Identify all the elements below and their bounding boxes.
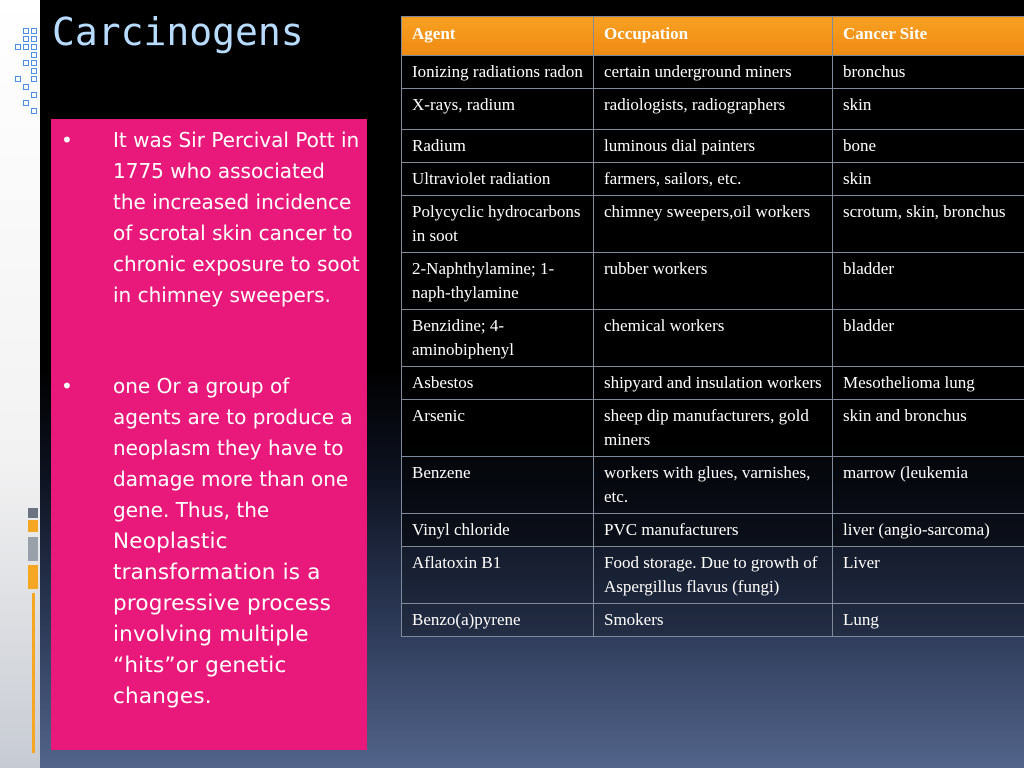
table-row — [402, 310, 1024, 367]
table-row — [402, 514, 1024, 547]
cell-occupation: farmers, sailors, etc. — [594, 163, 833, 196]
header-cancer-site: Cancer Site — [833, 17, 1024, 56]
carcinogen-table — [401, 16, 1024, 637]
cell-site: skin — [833, 163, 1024, 196]
table-row — [402, 457, 1024, 514]
cell-agent: X-rays, radium — [402, 89, 594, 130]
table-row — [402, 547, 1024, 604]
cell-occupation: sheep dip manufacturers, gold miners — [594, 400, 833, 457]
cell-occupation: rubber workers — [594, 253, 833, 310]
cell-occupation: workers with glues, varnishes, etc. — [594, 457, 833, 514]
bullet-marker: • — [61, 128, 73, 152]
cell-site: Liver — [833, 547, 1024, 604]
bullet-2-text — [113, 371, 363, 712]
cell-agent: Ultraviolet radiation — [402, 163, 594, 196]
deco-block-gray — [28, 508, 38, 518]
cell-occupation: radiologists, radiographers — [594, 89, 833, 130]
cell-agent: Radium — [402, 130, 594, 163]
table-row — [402, 400, 1024, 457]
table-row — [402, 130, 1024, 163]
table-row — [402, 56, 1024, 89]
cell-agent: Benzo(a)pyrene — [402, 604, 594, 637]
cell-agent: Polycyclic hydrocarbons in soot — [402, 196, 594, 253]
deco-block-gray-2 — [28, 537, 38, 561]
cell-agent: 2-Naphthylamine; 1-naph-thylamine — [402, 253, 594, 310]
bullet-2-regular-text: one Or a group of agents are to produce a neoplasm they have to damage more than one gene. Thus, the — [113, 374, 353, 522]
cell-occupation: chemical workers — [594, 310, 833, 367]
cell-agent: Aflatoxin B1 — [402, 547, 594, 604]
deco-block-orange — [28, 520, 38, 532]
cell-agent: Asbestos — [402, 367, 594, 400]
cell-site: bladder — [833, 253, 1024, 310]
cell-site: marrow (leukemia — [833, 457, 1024, 514]
cell-site: scrotum, skin, bronchus — [833, 196, 1024, 253]
header-agent: Agent — [402, 17, 594, 56]
cell-site: Mesothelioma lung — [833, 367, 1024, 400]
cell-occupation: PVC manufacturers — [594, 514, 833, 547]
table-row — [402, 604, 1024, 637]
cell-agent: Arsenic — [402, 400, 594, 457]
cell-occupation: chimney sweepers,oil workers — [594, 196, 833, 253]
cell-site: Lung — [833, 604, 1024, 637]
slide-title: Carcinogens — [52, 10, 304, 54]
cell-site: bladder — [833, 310, 1024, 367]
cell-site: bronchus — [833, 56, 1024, 89]
deco-line-orange — [32, 593, 35, 753]
table-row — [402, 367, 1024, 400]
table-row — [402, 89, 1024, 130]
table-row — [402, 253, 1024, 310]
table-row — [402, 163, 1024, 196]
cell-occupation: luminous dial painters — [594, 130, 833, 163]
bullet-marker: • — [61, 374, 73, 398]
bullet-1-text: It was Sir Percival Pott in 1775 who associated the increased incidence of scrotal skin cancer to chronic exposure to soot in chimney sweepers. — [113, 128, 360, 307]
cell-occupation: shipyard and insulation workers — [594, 367, 833, 400]
cell-site: liver (angio-sarcoma) — [833, 514, 1024, 547]
cell-agent: Ionizing radiations radon — [402, 56, 594, 89]
bullet-2-emphasis-text: Neoplastic transformation is a progressive process involving multiple “hits”or genetic changes. — [113, 529, 331, 709]
table-header-row — [402, 17, 1024, 56]
cell-site: bone — [833, 130, 1024, 163]
bullet-panel — [51, 119, 367, 750]
left-decorative-strip — [0, 0, 40, 768]
cell-agent: Vinyl chloride — [402, 514, 594, 547]
table-row — [402, 196, 1024, 253]
header-occupation: Occupation — [594, 17, 833, 56]
cell-site: skin and bronchus — [833, 400, 1024, 457]
cell-agent: Benzidine; 4-aminobiphenyl — [402, 310, 594, 367]
cell-site: skin — [833, 89, 1024, 130]
cell-occupation: certain underground miners — [594, 56, 833, 89]
cell-occupation: Food storage. Due to growth of Aspergillus flavus (fungi) — [594, 547, 833, 604]
deco-block-orange-2 — [28, 565, 38, 589]
cell-occupation: Smokers — [594, 604, 833, 637]
cell-agent: Benzene — [402, 457, 594, 514]
